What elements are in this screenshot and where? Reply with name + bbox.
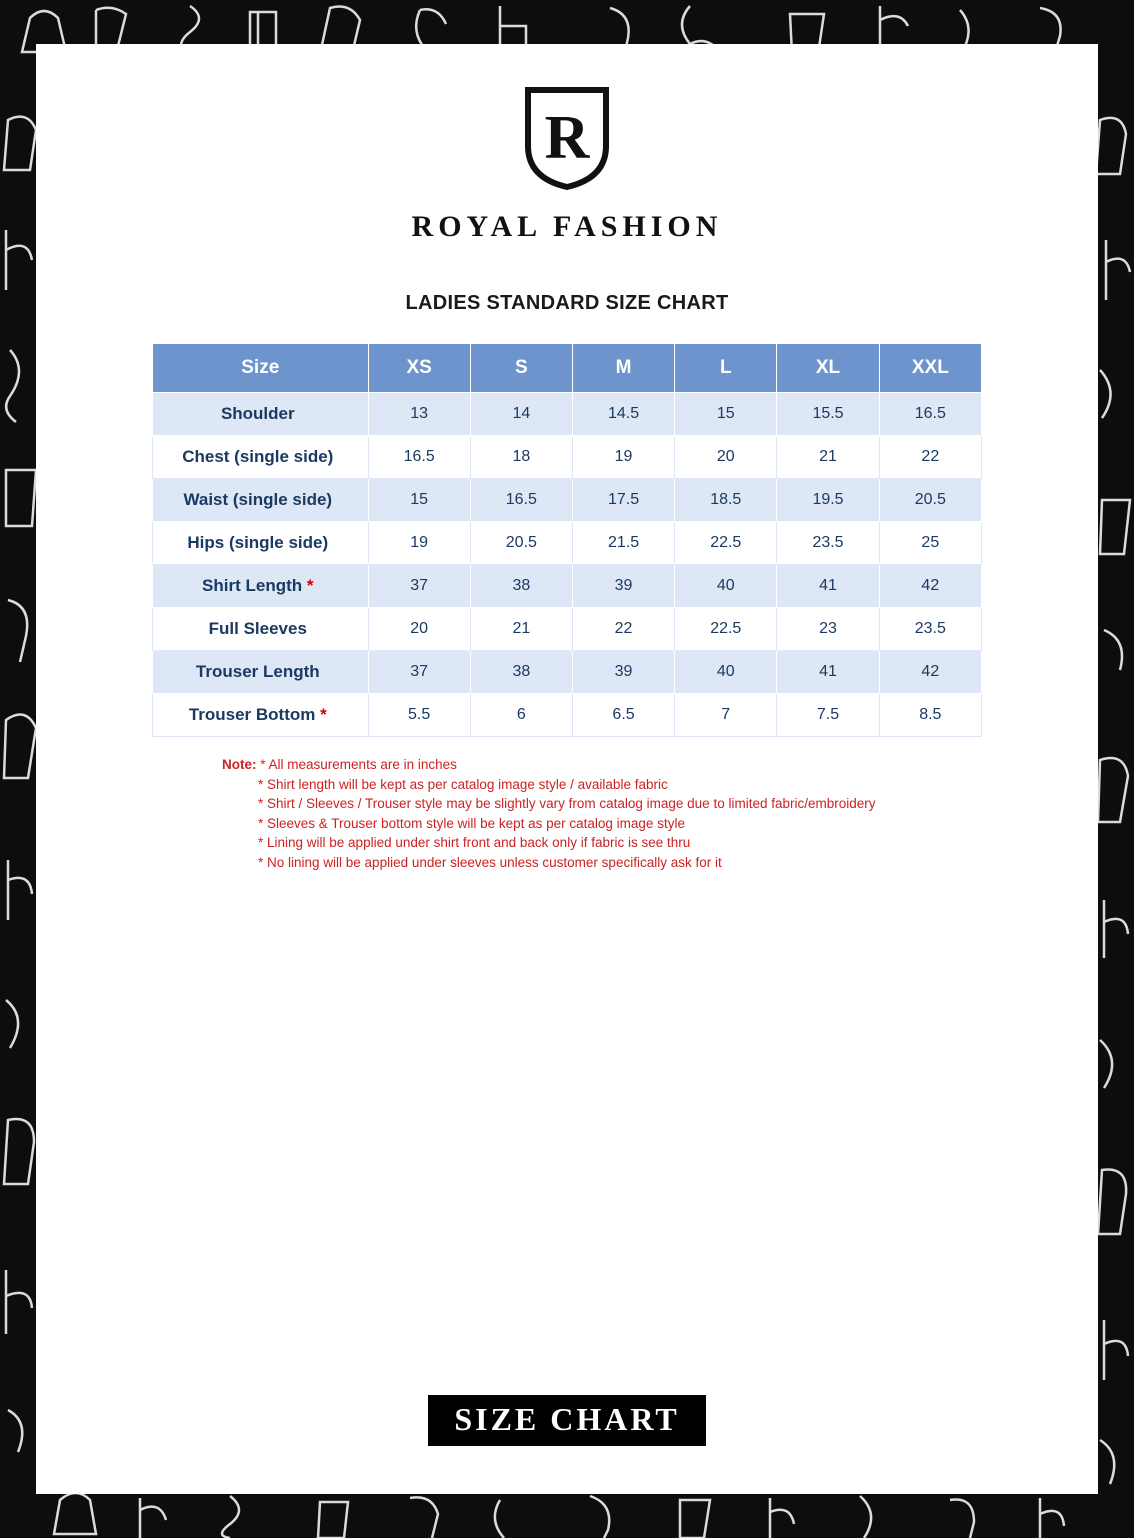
document-page	[36, 44, 1098, 1494]
cell-value: 13	[368, 393, 470, 436]
svg-text:R: R	[544, 104, 590, 172]
cell-value: 37	[368, 651, 470, 694]
column-header-l: L	[675, 344, 777, 393]
brand-name: ROYAL FASHION	[411, 210, 723, 243]
cell-value: 16.5	[368, 436, 470, 479]
table-row	[153, 522, 982, 565]
cell-value: 42	[879, 565, 981, 608]
cell-value: 21	[777, 436, 879, 479]
page-title: LADIES STANDARD SIZE CHART	[405, 292, 729, 314]
cell-value: 23.5	[777, 522, 879, 565]
cell-value: 39	[572, 651, 674, 694]
cell-value: 16.5	[879, 393, 981, 436]
row-label-text: Trouser Bottom	[188, 705, 316, 724]
cell-value: 22	[879, 436, 981, 479]
cell-value: 25	[879, 522, 981, 565]
column-header-xxl: XXL	[879, 344, 981, 393]
asterisk-marker: *	[306, 576, 314, 595]
column-header-xs: XS	[368, 344, 470, 393]
note-line: * Shirt / Sleeves / Trouser style may be slightly vary from catalog image due to limited fabric/embroidery	[258, 796, 876, 811]
note-line: * Shirt length will be kept as per catalog image style / available fabric	[258, 776, 668, 792]
table-row	[153, 479, 982, 522]
row-label: Full Sleeves	[153, 608, 369, 651]
cell-value: 20	[675, 436, 777, 479]
row-label: Waist (single side)	[153, 479, 369, 522]
notes-block	[222, 755, 1098, 872]
column-header-size: Size	[153, 344, 369, 393]
row-label	[153, 565, 369, 608]
table-row	[153, 393, 982, 436]
cell-value: 19	[368, 522, 470, 565]
notes-label: Note:	[222, 757, 257, 772]
column-header-xl: XL	[777, 344, 879, 393]
cell-value: 6	[470, 694, 572, 737]
cell-value: 20	[368, 608, 470, 651]
table-row	[153, 436, 982, 479]
column-header-m: M	[572, 344, 674, 393]
cell-value: 5.5	[368, 694, 470, 737]
cell-value: 22.5	[675, 522, 777, 565]
cell-value: 41	[777, 565, 879, 608]
size-chart-table	[152, 343, 982, 737]
row-label	[153, 694, 369, 737]
cell-value: 22.5	[675, 608, 777, 651]
crest-shield-icon	[524, 86, 610, 191]
row-label: Hips (single side)	[153, 522, 369, 565]
cell-value: 37	[368, 565, 470, 608]
cell-value: 22	[572, 608, 674, 651]
table-row	[153, 565, 982, 608]
cell-value: 14	[470, 393, 572, 436]
cell-value: 18	[470, 436, 572, 479]
cell-value: 23.5	[879, 608, 981, 651]
cell-value: 17.5	[572, 479, 674, 522]
cell-value: 39	[572, 565, 674, 608]
cell-value: 38	[470, 651, 572, 694]
cell-value: 21.5	[572, 522, 674, 565]
footer-banner	[36, 1395, 1098, 1446]
cell-value: 6.5	[572, 694, 674, 737]
cell-value: 41	[777, 651, 879, 694]
cell-value: 20.5	[470, 522, 572, 565]
row-label-text: Shirt Length	[202, 576, 303, 595]
cell-value: 19.5	[777, 479, 879, 522]
cell-value: 23	[777, 608, 879, 651]
cell-value: 8.5	[879, 694, 981, 737]
cell-value: 15	[368, 479, 470, 522]
note-line	[222, 755, 1098, 775]
cell-value: 15	[675, 393, 777, 436]
asterisk-marker: *	[320, 705, 327, 724]
table-row	[153, 608, 982, 651]
cell-value: 21	[470, 608, 572, 651]
column-header-s: S	[470, 344, 572, 393]
note-text: * All measurements are in inches	[260, 757, 457, 772]
brand-logo	[36, 44, 1098, 244]
note-line: * Lining will be applied under shirt front and back only if fabric is see thru	[258, 835, 691, 850]
note-line: * No lining will be applied under sleeves unless customer specifically ask for it	[258, 854, 722, 870]
row-label: Trouser Length	[153, 651, 369, 694]
cell-value: 18.5	[675, 479, 777, 522]
table-header	[153, 344, 982, 393]
footer-banner-text: SIZE CHART	[428, 1395, 705, 1446]
cell-value: 38	[470, 565, 572, 608]
table-row	[153, 694, 982, 737]
note-line: * Sleeves & Trouser bottom style will be kept as per catalog image style	[258, 815, 685, 831]
cell-value: 19	[572, 436, 674, 479]
cell-value: 16.5	[470, 479, 572, 522]
cell-value: 7	[675, 694, 777, 737]
size-chart-table-wrapper	[152, 343, 982, 737]
cell-value: 40	[675, 565, 777, 608]
row-label: Chest (single side)	[153, 436, 369, 479]
cell-value: 40	[675, 651, 777, 694]
table-header-row	[153, 344, 982, 393]
row-label: Shoulder	[153, 393, 369, 436]
table-row	[153, 651, 982, 694]
cell-value: 42	[879, 651, 981, 694]
cell-value: 14.5	[572, 393, 674, 436]
cell-value: 20.5	[879, 479, 981, 522]
cell-value: 15.5	[777, 393, 879, 436]
cell-value: 7.5	[777, 694, 879, 737]
table-body	[153, 393, 982, 737]
